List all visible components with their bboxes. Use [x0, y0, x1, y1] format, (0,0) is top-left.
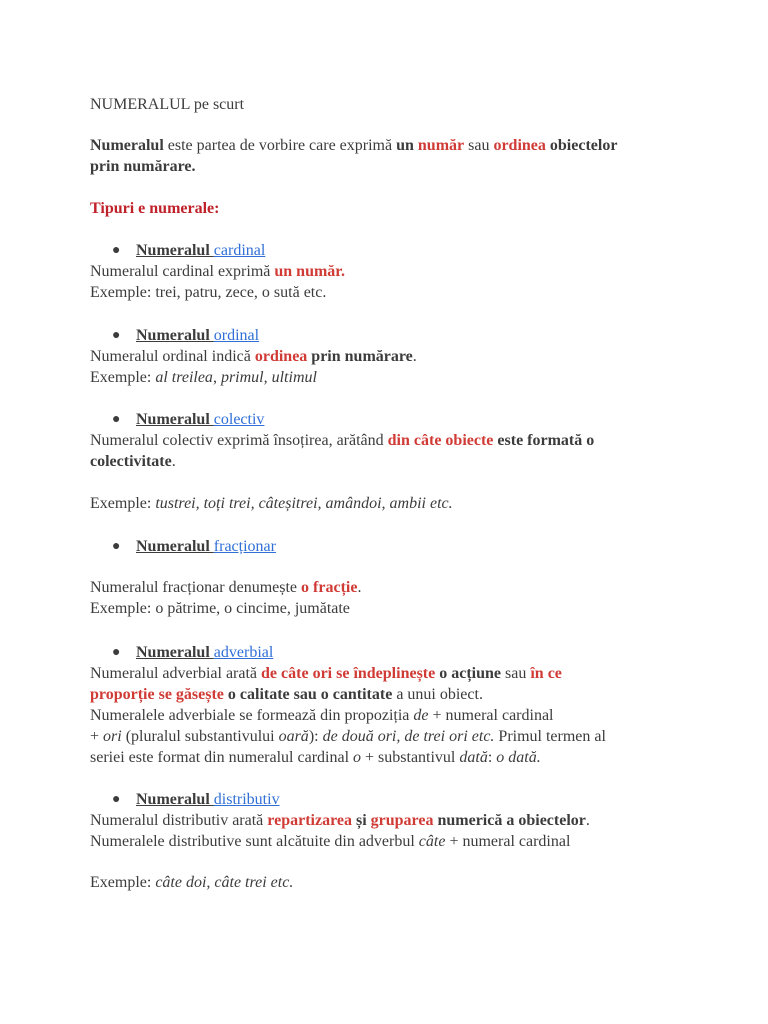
page-title: NUMERALUL pe scurt: [90, 96, 245, 113]
adverbial-definition-1: Numeralul adverbial arată de câte ori se îndeplinește o acțiune sau în ce: [90, 665, 562, 682]
section-heading-fractionar: Numeralul fracționar: [136, 538, 276, 555]
bullet-icon: ●: [112, 645, 121, 660]
fractionar-definition: Numeralul fracționar denumește o fracție.: [90, 579, 362, 596]
section-heading-cardinal: Numeralul cardinal: [136, 242, 266, 259]
distributiv-examples: Exemple: câte doi, câte trei etc.: [90, 874, 294, 891]
types-heading: Tipuri e numerale:: [90, 200, 220, 217]
ordinal-examples: Exemple: al treilea, primul, ultimul: [90, 369, 317, 386]
link-distributiv[interactable]: distributiv: [213, 791, 280, 808]
bullet-icon: ●: [112, 328, 121, 343]
link-colectiv[interactable]: colectiv: [213, 411, 265, 428]
colectiv-definition-2: colectivitate.: [90, 453, 176, 470]
adverbial-formation-3: seriei este format din numeralul cardinal o + substantivul dată: o dată.: [90, 749, 541, 766]
distributiv-definition: Numeralul distributiv arată repartizarea și gruparea numerică a obiectelor.: [90, 812, 590, 829]
bullet-icon: ●: [112, 792, 121, 807]
section-heading-distributiv: Numeralul distributiv: [136, 791, 280, 808]
link-ordinal[interactable]: ordinal: [213, 327, 260, 344]
ordinal-definition: Numeralul ordinal indică ordinea prin numărare.: [90, 348, 417, 365]
adverbial-definition-2: proporție se găsește o calitate sau o cantitate a unui obiect.: [90, 686, 483, 703]
adverbial-formation-2: + ori (pluralul substantivului oară): de două ori, de trei ori etc. Primul termen al: [90, 728, 606, 745]
link-adverbial[interactable]: adverbial: [213, 644, 274, 661]
section-heading-colectiv: Numeralul colectiv: [136, 411, 265, 428]
bullet-icon: ●: [112, 243, 121, 258]
intro-line-2: prin numărare.: [90, 158, 196, 175]
cardinal-definition: Numeralul cardinal exprimă un număr.: [90, 263, 345, 280]
bullet-icon: ●: [112, 539, 121, 554]
colectiv-definition-1: Numeralul colectiv exprimă însoțirea, arătând din câte obiecte este formată o: [90, 432, 595, 449]
cardinal-examples: Exemple: trei, patru, zece, o sută etc.: [90, 284, 327, 301]
section-heading-ordinal: Numeralul ordinal: [136, 327, 260, 344]
link-cardinal[interactable]: cardinal: [213, 242, 266, 259]
fractionar-examples: Exemple: o pătrime, o cincime, jumătate: [90, 600, 350, 617]
distributiv-formation: Numeralele distributive sunt alcătuite din adverbul câte + numeral cardinal: [90, 833, 571, 850]
intro-bold-word: Numeralul: [90, 137, 164, 154]
colectiv-examples: Exemple: tustrei, toți trei, câteșitrei, amândoi, ambii etc.: [90, 495, 453, 512]
link-fractionar[interactable]: fracționar: [213, 538, 276, 555]
intro-line-1: Numeralul este partea de vorbire care exprimă un număr sau ordinea obiectelor: [90, 137, 618, 154]
section-heading-adverbial: Numeralul adverbial: [136, 644, 274, 661]
bullet-icon: ●: [112, 412, 121, 427]
adverbial-formation-1: Numeralele adverbiale se formează din propoziția de + numeral cardinal: [90, 707, 554, 724]
